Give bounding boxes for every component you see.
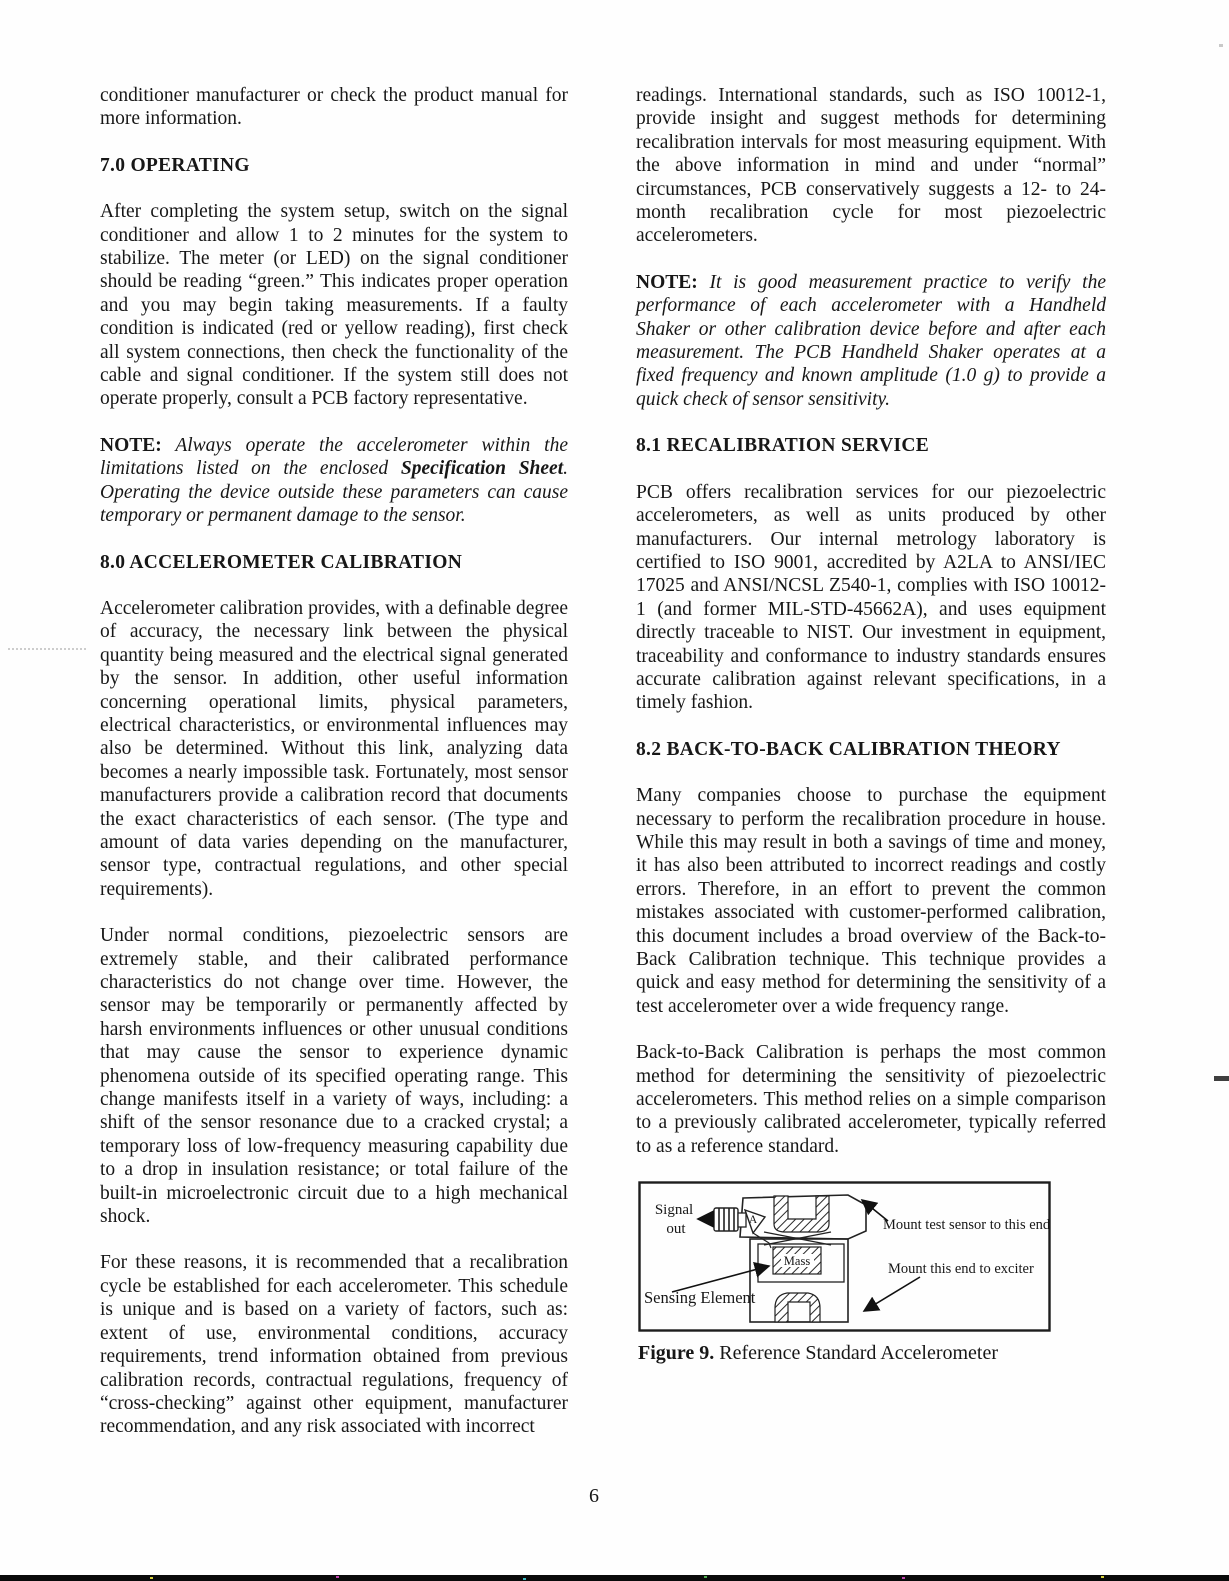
note-specification-sheet: Specification Sheet: [400, 458, 564, 480]
amplifier-label: A: [748, 1214, 758, 1227]
sensing-element-label: Sensing Element: [644, 1288, 756, 1308]
scan-edge-dash-artifact: [1214, 1076, 1229, 1081]
mounting-stud: [775, 1293, 820, 1322]
note-paragraph-specification: [100, 434, 568, 528]
paragraph-intro-continued: conditioner manufacturer or check the product manual for more information.: [100, 85, 568, 130]
left-column: [100, 84, 568, 1462]
connector-collar: [738, 1213, 746, 1227]
figure-caption-number: Figure 9.: [638, 1342, 715, 1365]
paragraph-recalibration-service: PCB offers recalibration services for our piezoelectric accelerometers, as well as units produced by other manufacturers. Our internal metrology laboratory is certified to ISO 9001, accredited by A2LA to ANSI/IEC 17025 and ANSI/NCSL Z540-1, complies with ISO 10012-1 (and former MIL-STD-45662A), and uses equipment directly traceable to NIST. Our investment in equipment, traceability and conformance to industry standards ensures accurate calibration against relevant specifications, in a timely fashion.: [636, 481, 1106, 714]
paragraph-calibration-3: For these reasons, it is recommended that a recalibration cycle be established for each accelerometer. This schedule is unique and is based on a variety of factors, such as: extent of use, environmental conditions, accuracy requirements, trend information obtained from previous calibration records, contractual regulations, frequency of “cross-checking” against other equipment, manufacturer recommendation, and any risk associated with incorrect: [100, 1252, 568, 1438]
scan-bottom-edge-artifact: [0, 1575, 1229, 1581]
paragraph-calibration-2: Under normal conditions, piezoelectric sensors are extremely stable, and their calibrated performance characteristics do not change over time. However, the sensor may be temporarily or permanently affected by harsh environments influences or other unusual conditions that may cause the sensor to experience dynamic phenomena outside of its specified operating range. This change manifests itself in a variety of ways, including: a shift of the sensor resonance due to a cracked crystal; a temporary loss of low-frequency measuring capability due to a drop in insulation resistance; or total failure of the built-in microelectronic circuit due to a high mechanical shock.: [100, 925, 568, 1228]
mass-label: Mass: [783, 1254, 811, 1269]
mount-test-sensor-label: Mount test sensor to this end: [883, 1217, 1051, 1234]
heading-8-2-back-to-back: 8.2 BACK-TO-BACK CALIBRATION THEORY: [636, 738, 1061, 760]
note-text: . Operating the device outside these parameters can cause temporary or permanent damage to the sensor.: [100, 458, 568, 527]
figure-9-caption: [638, 1341, 1106, 1365]
figure-9-box: [638, 1181, 1051, 1332]
paragraph-back-to-back-1: Many companies choose to purchase the equipment necessary to perform the recalibration procedure in house. While this may result in both a savings of time and money, it has also been attributed to incorrect readings and costly errors. Therefore, in an effort to prevent the common mistakes associated with customer-performed calibration, this document includes a broad overview of the Back-to-Back Calibration technique. This technique provides a quick and easy method for determining the sensitivity of a test accelerometer over a wide frequency range.: [636, 785, 1106, 1017]
paragraph-calibration-1: Accelerometer calibration provides, with a definable degree of accuracy, the necessary link between the physical quantity being measured and the electrical signal generated by the sensor. In addition, other useful information concerning operational limits, physical parameters, electrical characteristics, or environmental influences may also be determined. Without this link, analyzing data becomes a nearly impossible task. Fortunately, most sensor manufacturers provide a calibration record that documents the exact characteristics of each sensor. (The type and amount of data varies depending on the manufacturer, sensor type, contractual regulations, and other special requirements).: [100, 597, 568, 900]
heading-8-0-accelerometer-calibration: 8.0 ACCELEROMETER CALIBRATION: [100, 551, 463, 573]
right-column: [636, 84, 1106, 1388]
page-number: 6: [589, 1485, 599, 1507]
accelerometer-diagram: [638, 1181, 1051, 1332]
paragraph-operating: After completing the system setup, switch on the signal conditioner and allow 1 to 2 minutes for the system to stabilize. The meter (or LED) on the signal conditioner should be reading “green.” This indicates proper operation and you may begin taking measurements. If a faulty condition is indicated (red or yellow reading), first check all system connections, then check the functionality of the cable and signal conditioner. If the system still does not operate properly, consult a PCB factory representative.: [100, 201, 568, 410]
mount-exciter-label: Mount this end to exciter: [888, 1261, 1034, 1278]
mount-exciter-arrow: [864, 1277, 920, 1311]
paragraph-back-to-back-2: Back-to-Back Calibration is perhaps the most common method for determining the sensitivity of piezoelectric accelerometers. This method relies on a simple comparison to a previously calibrated accelerometer, typically referred to as a reference standard.: [636, 1042, 1106, 1157]
paragraph-readings: readings. International standards, such as ISO 10012-1, provide insight and suggest methods for determining recalibration intervals for most measuring equipment. With the above information in mind and under “normal” circumstances, PCB conservatively suggests a 12- to 24-month recalibration cycle for most piezoelectric accelerometers.: [636, 85, 1106, 247]
figure-caption-text: Reference Standard Accelerometer: [714, 1342, 999, 1365]
note-label: NOTE:: [636, 271, 698, 293]
note-label: NOTE:: [100, 434, 162, 456]
signal-out-label-line2: out: [666, 1221, 686, 1238]
scan-dust-artifact: [8, 648, 86, 650]
scan-speck-artifact: [1219, 44, 1223, 47]
figure-9: [638, 1181, 1106, 1365]
note-text: It is good measurement practice to verify the performance of each accelerometer with a Handheld Shaker or other calibration device before and after each measurement. The PCB Handheld Shaker operates at a fixed frequency and known amplitude (1.0 g) to provide a quick check of sensor sensitivity.: [636, 271, 1106, 410]
heading-8-1-recalibration-service: 8.1 RECALIBRATION SERVICE: [636, 435, 930, 457]
heading-7-0-operating: 7.0 OPERATING: [100, 154, 250, 176]
signal-out-label-line1: Signal: [654, 1202, 694, 1219]
note-text: Always operate the accelerometer within the limitations listed on the enclosed: [100, 434, 568, 480]
note-paragraph-handheld-shaker: [636, 271, 1106, 411]
